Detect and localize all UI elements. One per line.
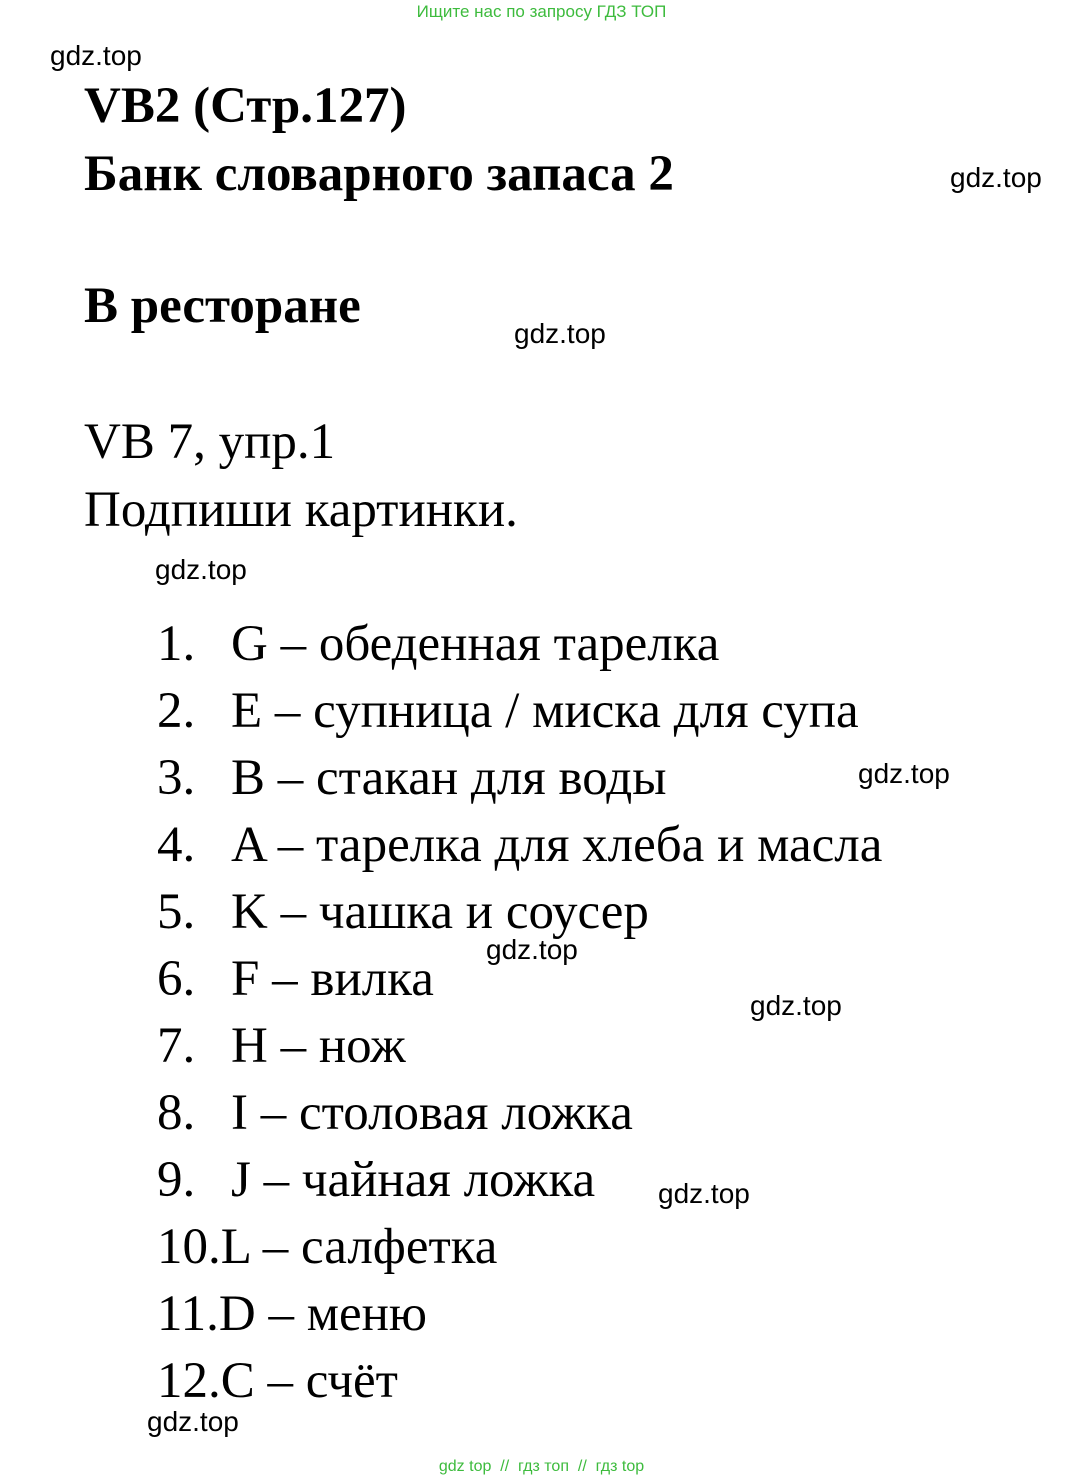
item-number: 2. [157,683,196,739]
item-text: E – супница / миска для супа [231,683,859,739]
exercise-instruction: Подпиши картинки. [84,482,518,538]
watermark: gdz.top [147,1406,239,1437]
watermark: gdz.top [950,162,1042,193]
list-item [157,1284,427,1344]
item-number: 8. [157,1085,196,1141]
watermark: gdz.top [50,40,142,71]
list-item [157,748,666,808]
footer-links: gdz top // гдз топ // гдз top [438,1458,645,1475]
search-banner: Ищите нас по запросу ГДЗ ТОП [416,2,667,21]
item-number: 7. [157,1018,196,1074]
section-heading: В ресторане [84,278,361,334]
item-number: 10. [157,1219,221,1275]
watermark: gdz.top [750,990,842,1021]
list-item [157,815,882,875]
list-item [157,949,434,1009]
list-item [157,882,649,942]
page-subtitle: Банк словарного запаса 2 [84,146,674,202]
list-item [157,681,859,741]
item-text: A – тарелка для хлеба и масла [231,817,883,873]
item-number: 9. [157,1152,196,1208]
item-text: G – обеденная тарелка [231,616,720,672]
list-item [157,1150,595,1210]
item-number: 5. [157,884,196,940]
item-text: K – чашка и соусер [231,884,649,940]
list-item [157,614,719,674]
item-number: 6. [157,951,196,1007]
item-text: I – столовая ложка [231,1085,633,1141]
item-number: 3. [157,750,196,806]
item-text: F – вилка [231,951,434,1007]
item-text: B – стакан для воды [231,750,667,806]
watermark: gdz.top [514,318,606,349]
item-number: 11. [157,1286,219,1342]
item-number: 4. [157,817,196,873]
list-item [157,1351,398,1411]
item-text: D – меню [218,1286,427,1342]
list-item [157,1217,497,1277]
watermark: gdz.top [658,1178,750,1209]
watermark: gdz.top [858,758,950,789]
list-item [157,1016,406,1076]
item-text: C – счёт [220,1353,398,1409]
item-text: J – чайная ложка [231,1152,596,1208]
item-text: H – нож [231,1018,406,1074]
list-item [157,1083,633,1143]
item-text: L – салфетка [220,1219,498,1275]
watermark: gdz.top [155,554,247,585]
exercise-ref: VB 7, упр.1 [84,414,336,470]
watermark: gdz.top [486,934,578,965]
item-number: 1. [157,616,196,672]
page-title: VB2 (Стр.127) [84,78,407,134]
item-number: 12. [157,1353,221,1409]
